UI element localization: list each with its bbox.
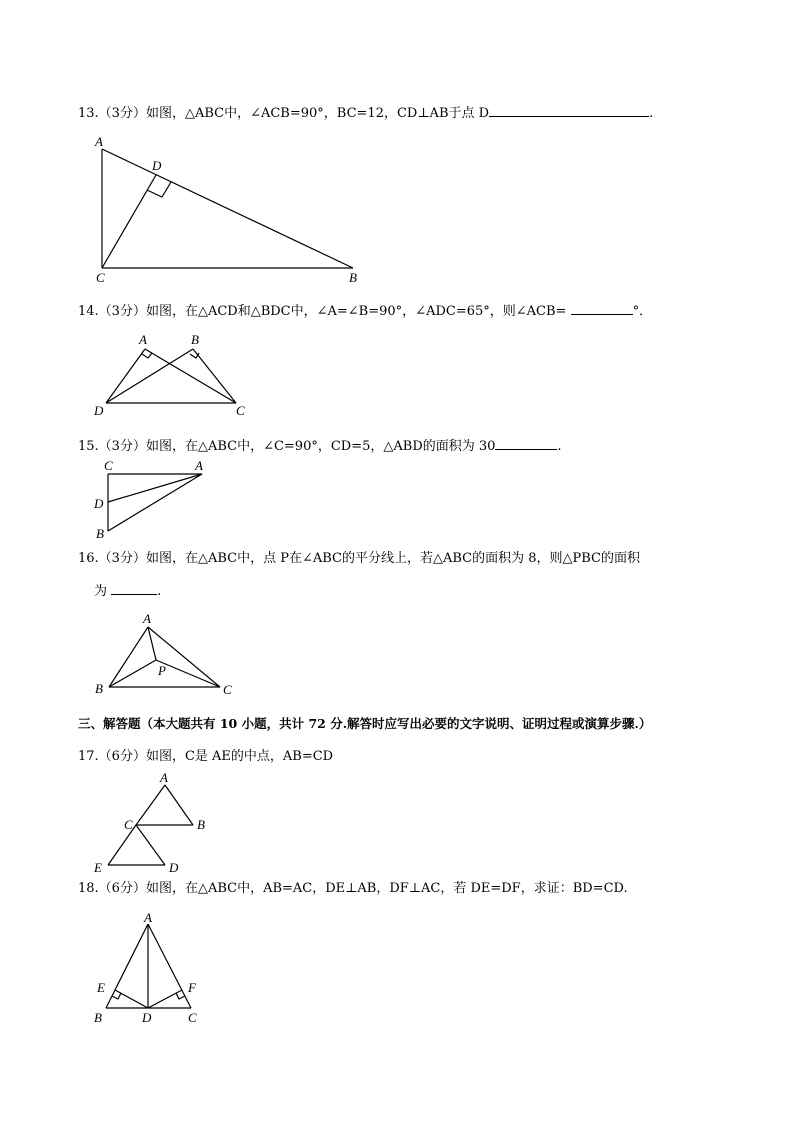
q15-segment-ba xyxy=(108,474,202,531)
q17-label-e: E xyxy=(94,860,102,875)
q14-right-angle-b xyxy=(190,353,199,358)
q13-figure xyxy=(94,134,357,285)
q16-stem: 16.（3分）如图，在△ABC中，点 P在∠ABC的平分线上，若△ABC的面积为 8，则△PBC的面积 xyxy=(78,551,640,566)
q14-segment-da xyxy=(106,349,145,403)
q17-label-b: B xyxy=(197,817,205,832)
q17-figure xyxy=(93,770,205,875)
q18-segment-ac xyxy=(148,924,191,1008)
q16-label-b: B xyxy=(95,681,103,696)
q13-label-b: B xyxy=(349,270,357,285)
q18-label-b: B xyxy=(94,1010,102,1025)
q18-segment-ba xyxy=(106,924,148,1008)
q13-end: . xyxy=(649,106,654,121)
q16-figure xyxy=(95,611,232,697)
q18-label-e: E xyxy=(97,980,105,995)
q14-end: °． xyxy=(632,304,653,319)
q15-figure xyxy=(93,458,203,541)
q16-label-p: P xyxy=(158,663,166,678)
q16-segment-ba xyxy=(109,627,148,687)
q16-end: . xyxy=(157,584,162,599)
q18-segment-fd xyxy=(148,990,182,1008)
section3-heading: 三、解答题（本大题共有 10 小题，共计 72 分.解答时应写出必要的文字说明、证明过程或演算步骤.） xyxy=(78,716,652,731)
q16-segment-ac xyxy=(148,627,220,687)
q15-label-b: B xyxy=(96,526,104,541)
q13-label-c: C xyxy=(96,270,105,285)
q14-right-angle-a xyxy=(142,353,152,358)
q16-label-a: A xyxy=(143,611,151,626)
q18-label-f: F xyxy=(188,980,196,995)
q13-label-d: D xyxy=(152,158,162,173)
q16-label-c: C xyxy=(223,682,232,697)
q14-stem: 14.（3分）如图，在△ACD和△BDC中，∠A=∠B=90°，∠ADC=65°，则∠ACB= xyxy=(78,304,567,319)
q17-label-a: A xyxy=(160,770,168,785)
q16-stem-2: 为 xyxy=(94,584,108,599)
q15-label-c: C xyxy=(104,458,113,473)
q18-figure xyxy=(94,910,197,1025)
q17-text: 17.（6分）如图，C是 AE的中点，AB=CD xyxy=(78,749,334,764)
q15-label-d: D xyxy=(94,496,104,511)
q17-segment-cd xyxy=(136,825,165,865)
q14-segment-ac xyxy=(145,349,236,403)
q15-segment-da xyxy=(108,474,202,502)
q16-segment-bp xyxy=(109,660,156,687)
q13-segment-cd xyxy=(102,175,156,268)
q15-end: . xyxy=(557,439,562,454)
q18-label-d: D xyxy=(142,1010,152,1025)
q15-stem: 15.（3分）如图，在△ABC中，∠C=90°，CD=5，△ABD的面积为 30 xyxy=(78,439,496,454)
q13-label-a: A xyxy=(95,134,103,149)
q13-segment-ab xyxy=(102,149,353,268)
q14-label-b: B xyxy=(191,332,199,347)
q18-label-c: C xyxy=(188,1010,197,1025)
q14-label-c: C xyxy=(236,403,245,418)
q14-figure xyxy=(93,332,245,418)
q17-label-d: D xyxy=(169,860,179,875)
q17-label-c: C xyxy=(124,817,133,832)
q14-label-d: D xyxy=(94,403,104,418)
q14-segment-db xyxy=(106,349,193,403)
q17-segment-ab xyxy=(165,785,193,825)
q13-stem: 13.（3分）如图，△ABC中，∠ACB=90°，BC=12，CD⊥AB于点 D xyxy=(78,106,490,121)
q14-label-a: A xyxy=(139,332,147,347)
q17-segment-ca xyxy=(136,785,165,825)
q18-label-a: A xyxy=(144,910,152,925)
q14-segment-bc xyxy=(193,349,236,403)
q18-segment-ed xyxy=(115,990,148,1008)
q18-text: 18.（6分）如图，在△ABC中，AB=AC，DE⊥AB，DF⊥AC，若 DE=DF，求证：BD=CD. xyxy=(78,881,628,896)
q15-label-a: A xyxy=(195,458,203,473)
